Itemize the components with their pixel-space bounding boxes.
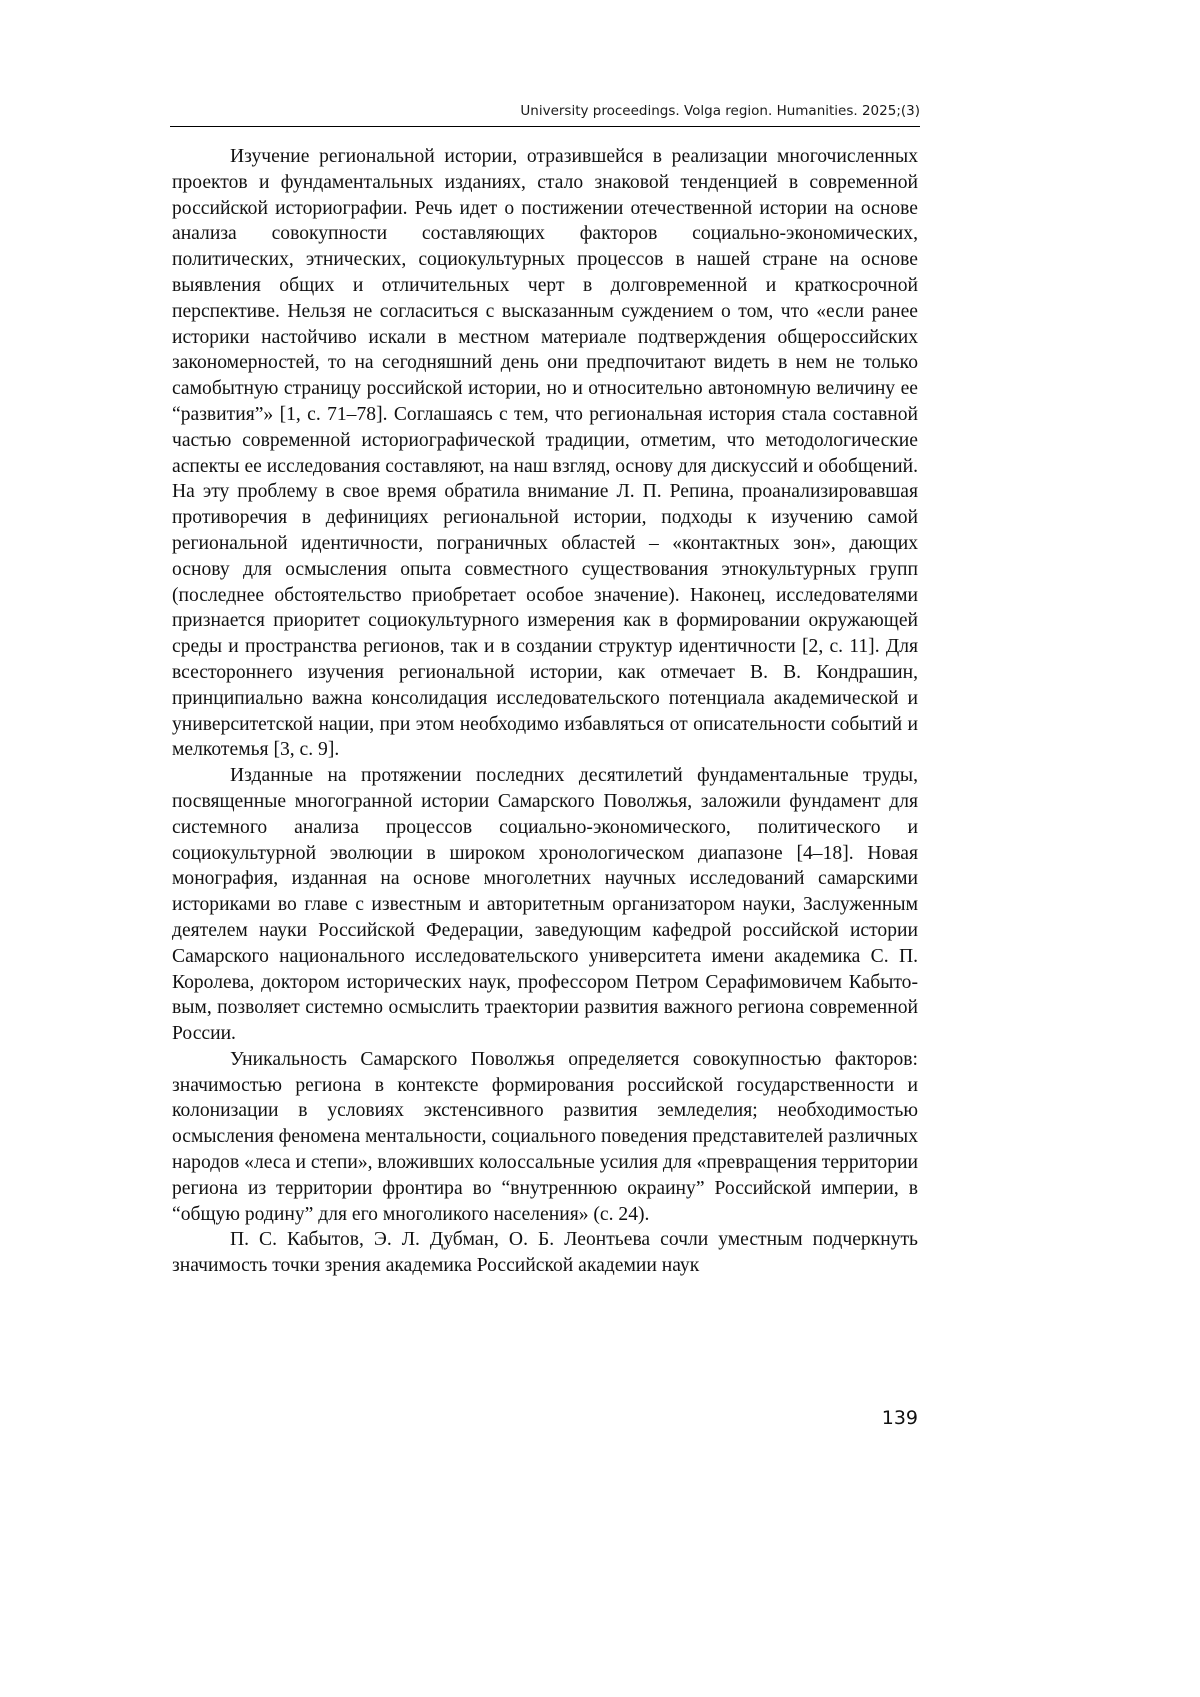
running-header: University proceedings. Volga region. Humanities. 2025;(3) <box>170 100 920 127</box>
paragraph-4: П. С. Кабытов, Э. Л. Дубман, О. Б. Леонтьева сочли уместным подчеркнуть значимость точки зрения академика Российской академии наук <box>172 1229 918 1277</box>
page-number: 139 <box>881 1407 918 1429</box>
paragraph-3: Уникальность Самарского Поволжья определяется совокупностью факторов: значимостью региона в контексте формирования российской государственности и колонизации в условиях экстенсивного развития земледелия; необходимостью осмысления феномена ментальности, социального поведения представителей различных народов «леса и степи», вложивших колоссальные усилия для «превращения территории региона из территории фронтира во “внутреннюю окраину” Российской империи, в “общую родину” для его многоликого населения» (с. 24). <box>172 1048 918 1225</box>
paragraph-1: Изучение региональной истории, отразившейся в реализации многочисленных проектов и фундаментальных изданиях, стало знаковой тенденцией в современной российской историографии. Речь идет о постижении отечественной истории на основе анализа совокупности составляющих факторов социально-экономических, политических, этнических, социокультурных процессов в нашей стране на основе выявления общих и отличительных черт в долговременной и краткосрочной перспективе. Нельзя не согласиться с высказанным суждением о том, что «если ранее историки настойчиво искали в местном материале подтверждения общероссийских закономерностей, то на сегодняшний день они предпочитают видеть в нем не только самобытную страницу российской истории, но и относительно автономную величину ее “развития”» [1, с. 71–78]. Соглашаясь с тем, что региональная история стала составной частью современной историографической традиции, отметим, что методологические аспекты ее исследования составляют, на наш взгляд, основу для дискуссий и обобщений. На эту проблему в свое время обратила внимание Л. П. Репина, проанализировавшая противоречия в дефинициях региональной истории, подходы к изучению самой региональной идентичности, пограничных областей – «контактных зон», дающих основу для осмысления опыта совместного существования этнокультурных групп (последнее обстоятельство приобретает особое значение). Наконец, исследователями признается приоритет социокультурного измерения как в формировании окружающей среды и пространства регионов, так и в создании структур идентичности [2, с. 11]. Для всестороннего изучения региональной истории, как отмечает В. В. Кондрашин, принципиально важна консолидация исследовательского потенциала академической и университетской нации, при этом необходимо избавляться от описательности событий и мелкотемья [3, с. 9]. <box>172 146 918 761</box>
article-body <box>172 144 918 1279</box>
paragraph-2: Изданные на протяжении последних десятилетий фундаментальные труды, посвященные многогранной истории Самарского Поволжья, заложили фундамент для системного анализа процессов социально-экономического, политического и социокультурной эволюции в широком хронологическом диапазоне [4–18]. Новая монография, изданная на основе многолетних научных исследований самарскими историками во главе с известным и авторитетным организатором науки, Заслуженным деятелем науки Российской Федерации, заведующим кафедрой российской истории Самарского национального исследовательского университета имени академика С. П. Королева, доктором исторических наук, профессором Петром Серафимовичем Кабытовым, позволяет системно осмыслить траектории развития важного региона современной России. <box>172 765 918 1045</box>
